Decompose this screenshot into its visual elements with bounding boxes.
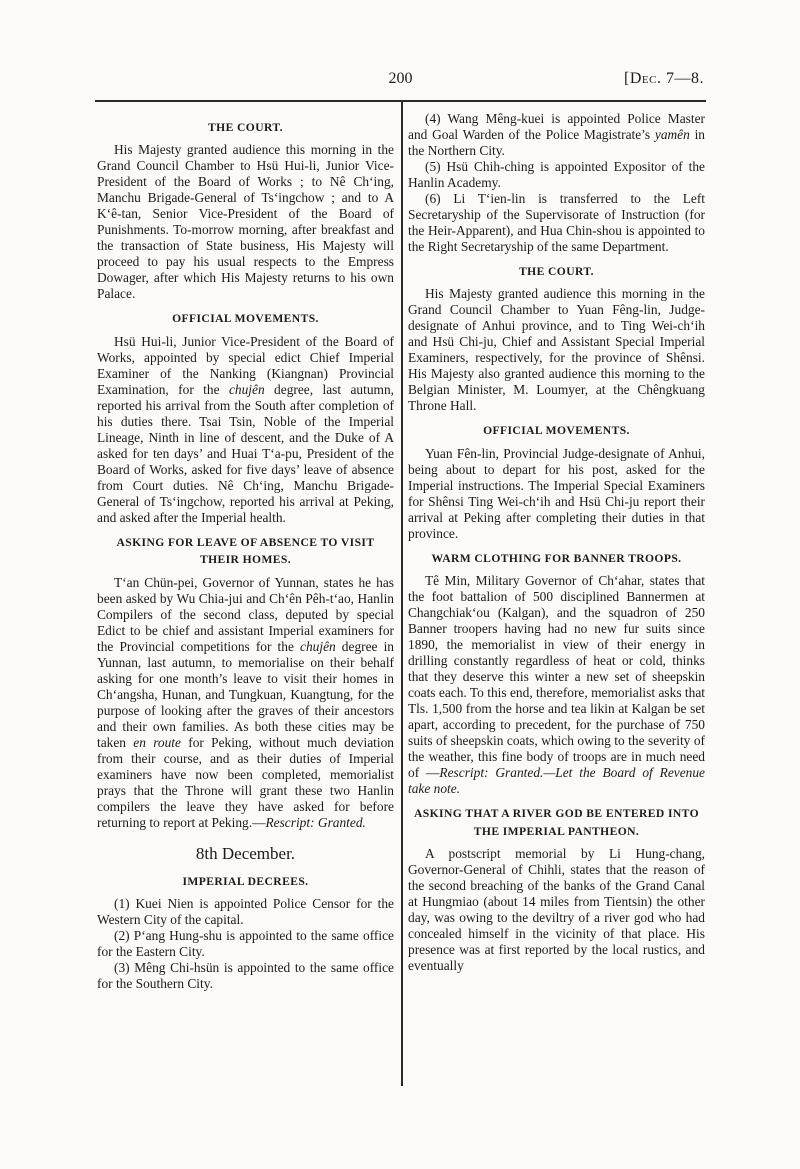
date-heading: 8th December. xyxy=(195,843,296,863)
paragraph: T‘an Chün-pei, Governor of Yunnan, states he has been asked by Wu Chia-jui and Ch‘ên Pêh-t‘ao, Hanlin Compilers of the second class, deputed by special Edict to be chief and assistant Imperial examiners for the Provincial competitions for the chujên degree in Yunnan, last autumn, to memorialise on their behalf asking for one month’s leave to visit their homes in Ch‘angsha, Hunan, and Tungkuan, Kuangtung, for the purpose of looking after the graves of their ancestors and their own families. As both these cities may be taken en route for Peking, without much deviation from their course, and as their duties of Imperial examiners have now been completed, memorialist prays that the Throne will grant these two Hanlin compilers the leave they have asked for before returning to report at Peking.—Rescript: Granted. xyxy=(97,574,394,830)
section-heading: OFFICIAL MOVEMENTS. xyxy=(172,312,319,326)
text-columns xyxy=(97,111,705,992)
column-left xyxy=(97,111,394,992)
section-heading: OFFICIAL MOVEMENTS. xyxy=(483,424,630,438)
section-heading: ASKING FOR LEAVE OF ABSENCE TO VISIT THEIR HOMES. xyxy=(116,535,375,567)
paragraph: Tê Min, Military Governor of Ch‘ahar, states that the foot battalion of 500 disciplined Bannermen at Changchiak‘ou (Kalgan), and the squadron of 250 Banner troopers having had no new fur suits since 1890, the memorialist in view of their energy in drilling constantly regardless of heat or cold, thinks that they deserve this winter a new set of sheepskin coats each. To this end, therefore, memorialist asks that Tls. 1,500 from the horse and tea likin at Kalgan be set apart, according to precedent, for the purchase of 750 suits of sheepskin coats, which owing to the severity of the weather, this fine body of troops are in much need of —Rescript: Granted.—Let the Board of Revenue take note. xyxy=(408,573,705,797)
paragraph: Hsü Hui-li, Junior Vice-President of the Board of Works, appointed by special edict Chief Imperial Examiner of the Nanking (Kiangnan) Provincial Examination, for the chujên degree, last autumn, reported his arrival from the South after completion of his duties there. Tsai Tsin, Noble of the Imperial Lineage, Ninth in line of descent, and the Duke of A asked for ten days’ and Huai T‘a-pu, President of the Board of Works, asked for five days’ leave of absence from Court duties. Nê Ch‘ing, Manchu Brigade-General of Ts‘ingchow, reported his arrival at Peking, and asked after the Imperial health. xyxy=(97,333,394,525)
column-right xyxy=(408,111,705,992)
section-heading: WARM CLOTHING FOR BANNER TROOPS. xyxy=(431,551,682,565)
paragraph: (4) Wang Mêng-kuei is appointed Police Master and Goal Warden of the Police Magistrate’s yamên in the Northern City. xyxy=(408,111,705,158)
section-heading: THE COURT. xyxy=(208,121,283,134)
paragraph: (2) P‘ang Hung-shu is appointed to the same office for the Eastern City. xyxy=(97,927,394,959)
page-number: 200 xyxy=(388,70,413,87)
header-date-range: [Dec. 7—8. xyxy=(624,70,704,87)
page-header xyxy=(95,70,706,92)
paragraph: (3) Mêng Chi-hsün is appointed to the same office for the Southern City. xyxy=(97,959,394,991)
paragraph: (5) Hsü Chih-ching is appointed Expositor of the Hanlin Academy. xyxy=(408,159,705,190)
section-heading: THE COURT. xyxy=(519,265,594,278)
section-heading: ASKING THAT A RIVER GOD BE ENTERED INTO THE IMPERIAL PANTHEON. xyxy=(414,807,700,838)
paragraph: (1) Kuei Nien is appointed Police Censor for the Western City of the capital. xyxy=(97,895,394,927)
paragraph: His Majesty granted audience this morning in the Grand Council Chamber to Hsü Hui-li, Junior Vice-President of the Board of Works ; to Nê Ch‘ing, Manchu Brigade-General of Ts‘ingchow ; and to A K‘ê-tan, Senior Vice-President of the Board of Punishments. To-morrow morning, after breakfast and the transaction of State business, His Majesty will proceed to pay his usual respects to the Empress Dowager, after which His Majesty returns to his own Palace. xyxy=(97,142,394,302)
paragraph: A postscript memorial by Li Hung-chang, Governor-General of Chihli, states that the reason of the second breaching of the banks of the Grand Canal at Hungmiao (about 14 miles from Tientsin) the other day, was owing to the deviltry of a river god who had concealed himself in the vicinity of that place. His presence was at first reported by the local rustics, and eventually xyxy=(408,845,705,973)
paragraph: His Majesty granted audience this morning in the Grand Council Chamber to Yuan Fêng-lin, Judge-designate of Anhui province, and to Ting Wei-ch‘ih and Hsü Chi-ju, Chief and Assistant Special Imperial Examiners, respectively, for the province of Shênsi. His Majesty also granted audience this morning to the Belgian Minister, M. Loumyer, at the Chêngkuang Throne Hall. xyxy=(408,286,705,414)
section-heading: IMPERIAL DECREES. xyxy=(182,874,309,888)
paragraph: (6) Li T‘ien-lin is transferred to the Left Secretaryship of the Supervisorate of Instruction (for the Heir-Apparent), and Hua Chin-shou is appointed to the Right Secretaryship of the same Department. xyxy=(408,191,705,254)
paragraph: Yuan Fên-lin, Provincial Judge-designate of Anhui, being about to depart for his post, asked for the Imperial instructions. The Imperial Special Examiners for Shênsi Ting Wei-ch‘ih and Hsü Chi-ju report their arrival at Peking after completing their duties in that province. xyxy=(408,445,705,541)
